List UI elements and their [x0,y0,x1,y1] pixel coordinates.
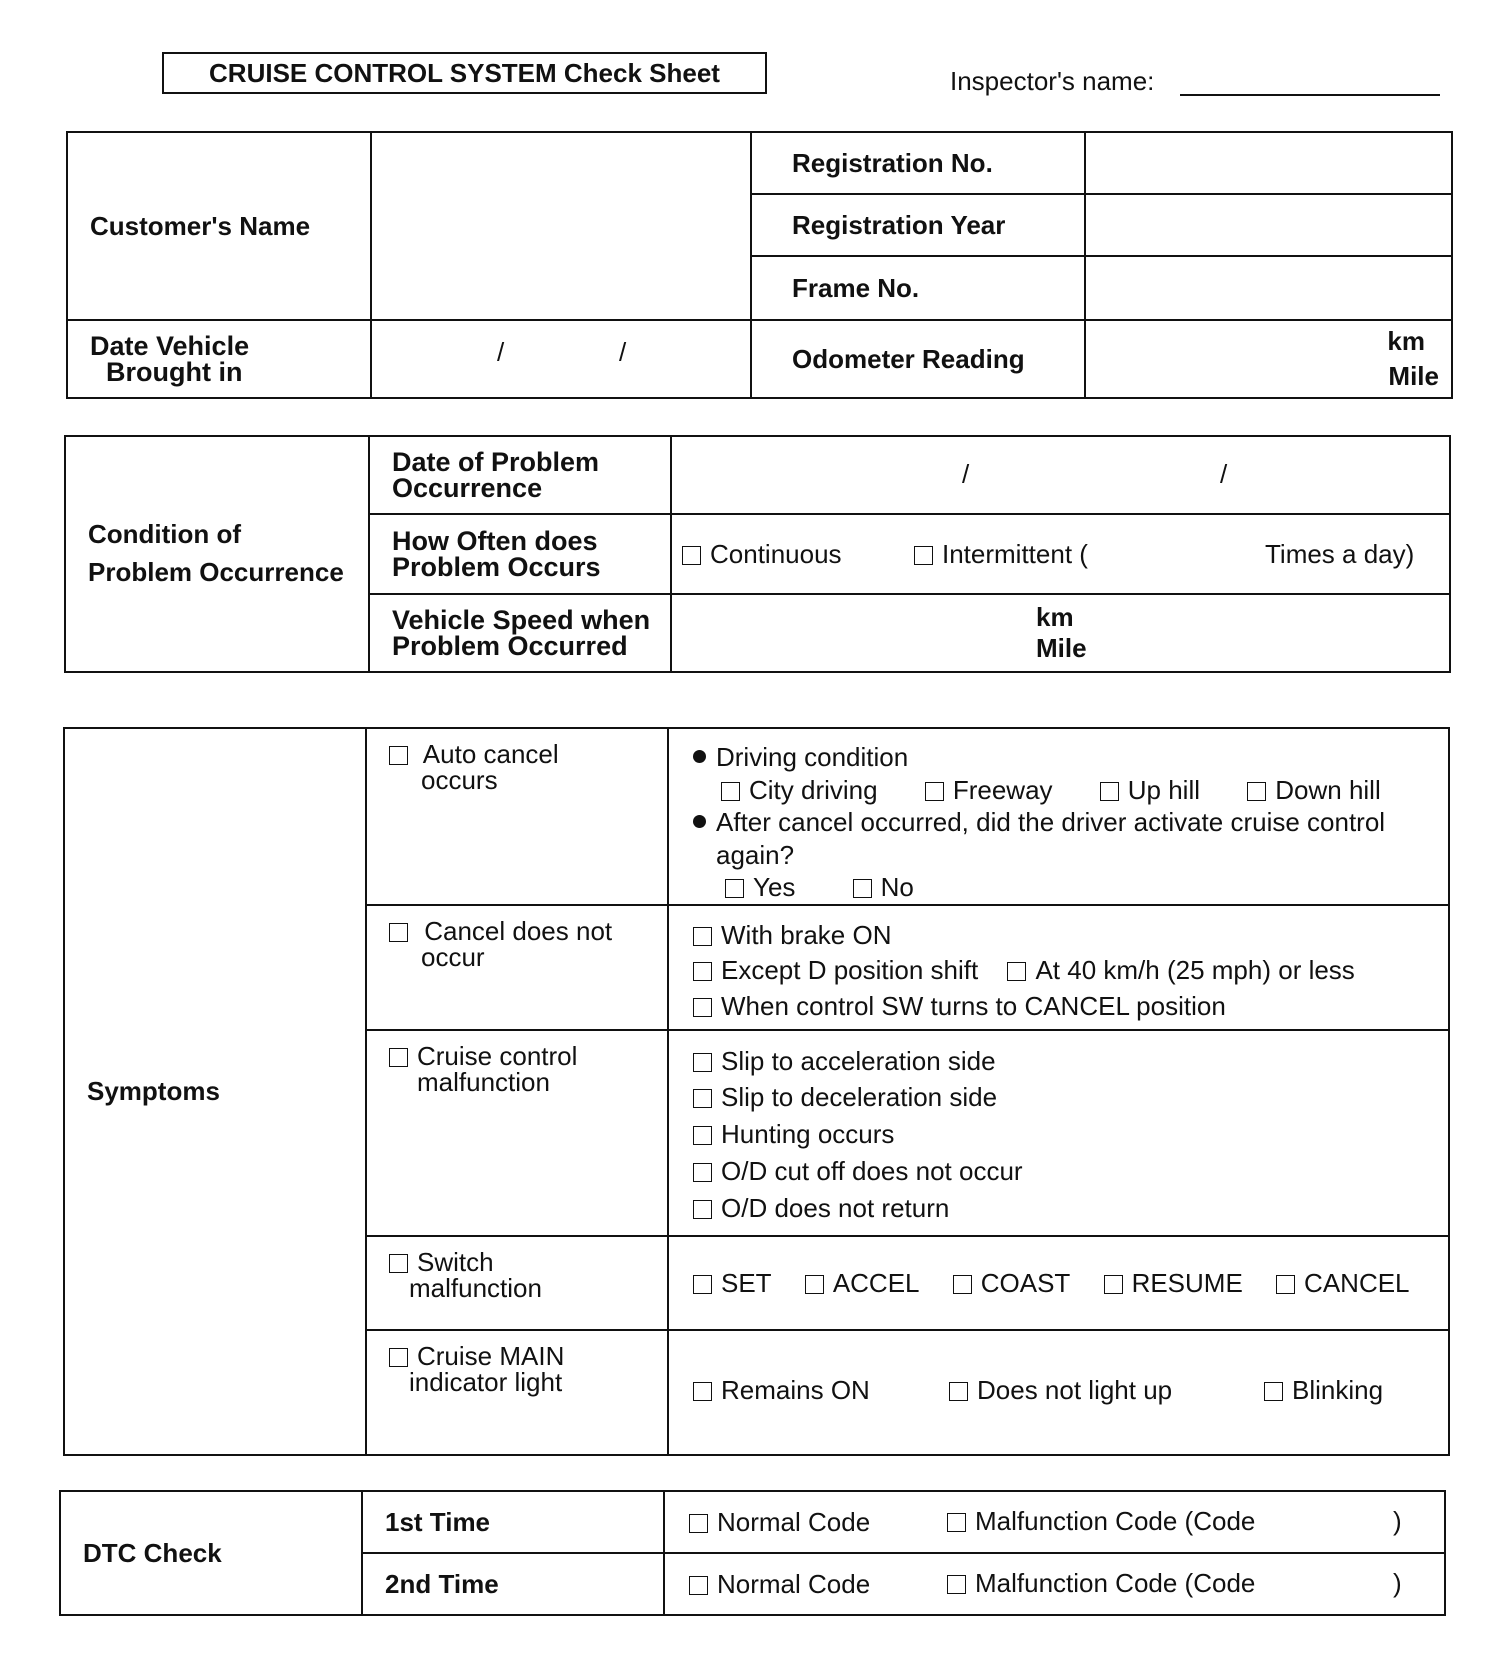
cancel-option[interactable] [1276,1268,1409,1298]
checkbox-icon[interactable] [693,1382,712,1401]
how-often-label [369,514,671,594]
switch-malfunction-option[interactable] [389,1247,494,1277]
registration-no-label: Registration No. [751,132,1085,194]
checkbox-icon[interactable] [689,1514,708,1533]
malfunction-code-label: Malfunction Code (Code [975,1568,1256,1598]
cancel-not-label-line2: occur [421,941,485,972]
remains-on-label: Remains ON [721,1374,870,1405]
malfunction-item[interactable] [693,1082,997,1112]
problem-date-label [369,436,671,514]
checkbox-icon[interactable] [389,1348,408,1367]
freeway-label: Freeway [952,774,1053,805]
normal-code-option[interactable] [689,1569,870,1599]
intermittent-label: Intermittent ( [942,539,1088,569]
checkbox-icon[interactable] [1247,782,1266,801]
coast-label: COAST [980,1267,1071,1298]
auto-cancel-label-line2: occurs [421,765,498,795]
unit-mile: Mile [1388,361,1439,391]
control-sw-label: When control SW turns to CANCEL position [721,991,1226,1022]
checkbox-icon[interactable] [389,746,408,765]
not-light-option[interactable] [949,1374,1173,1405]
main-light-label: Cruise MAIN [417,1340,565,1371]
odometer-label: Odometer Reading [751,320,1085,398]
checkbox-icon[interactable] [721,782,740,801]
checkbox-icon[interactable] [693,1200,712,1219]
malfunction-label-line2: malfunction [417,1066,550,1097]
malfunction-item[interactable] [693,1156,1023,1186]
except-d-option[interactable] [693,955,978,985]
brake-on-option[interactable] [693,920,892,950]
date-brought-label [67,320,371,398]
blinking-label: Blinking [1292,1374,1384,1405]
checkbox-icon[interactable] [1104,1275,1123,1294]
condition-table [64,435,1451,673]
date-slash: / [619,337,627,367]
customer-name-field[interactable] [371,132,751,320]
close-paren: ) [1393,1506,1402,1536]
switch-label-line2: malfunction [409,1272,542,1303]
condition-label-line1: Condition of [88,519,242,550]
checkbox-icon[interactable] [947,1513,966,1532]
checkbox-icon[interactable] [1264,1382,1283,1401]
how-often-label-line2: Problem Occurs [392,552,601,582]
vehicle-speed-label-line1: Vehicle Speed when [392,604,651,635]
vehicle-speed-label [369,594,671,672]
checkbox-icon[interactable] [693,1089,712,1108]
condition-section-label [65,436,369,672]
auto-cancel-label: Auto cancel [422,739,559,769]
bullet-icon [693,750,706,763]
malfunction-label: Cruise control [417,1040,578,1071]
malfunction-code-option[interactable] [947,1508,1255,1534]
times-a-day-label: Times a day) [1265,539,1415,569]
malfunction-item-label: Slip to deceleration side [721,1082,998,1113]
accel-option[interactable] [805,1268,920,1298]
checkbox-icon[interactable] [805,1275,824,1294]
checkbox-icon[interactable] [1007,962,1026,981]
set-option[interactable] [693,1268,772,1298]
checkbox-icon[interactable] [389,923,408,942]
date-brought-field[interactable] [371,320,751,398]
inspector-label: Inspector's name: [950,66,1155,96]
switch-cell [366,1236,668,1330]
coast-option[interactable] [953,1268,1071,1298]
malfunction-item[interactable] [693,1046,996,1076]
dtc-label: DTC Check [60,1491,362,1615]
checkbox-icon[interactable] [693,998,712,1017]
accel-label: ACCEL [832,1267,920,1298]
vehicle-speed-label-line2: Problem Occurred [392,631,628,661]
checkbox-icon[interactable] [693,1053,712,1072]
switch-details [668,1236,1449,1330]
checkbox-icon[interactable] [914,546,933,565]
condition-label-line2: Problem Occurrence [88,557,344,587]
checkbox-icon[interactable] [389,1254,408,1273]
malfunction-cell [366,1030,668,1236]
at-40-label: At 40 km/h (25 mph) or less [1035,955,1355,986]
malfunction-item-label: O/D cut off does not occur [721,1156,1023,1187]
customer-info-table [66,131,1453,399]
normal-code-label: Normal Code [717,1569,871,1599]
customer-name-label: Customer's Name [67,132,371,320]
checkbox-icon[interactable] [1100,782,1119,801]
vehicle-speed-field[interactable] [671,594,1450,672]
dtc-table [59,1490,1446,1616]
checkbox-icon[interactable] [689,1576,708,1595]
unit-km: km [1387,325,1425,356]
checkbox-icon[interactable] [389,1048,408,1067]
cancel-not-label: Cancel does not [424,915,613,946]
except-d-label: Except D position shift [721,955,979,986]
yes-option[interactable] [725,872,795,902]
continuous-label: Continuous [710,539,842,569]
intermittent-option[interactable] [914,541,1088,567]
symptoms-label: Symptoms [64,728,366,1455]
freeway-option[interactable] [925,775,1053,805]
downhill-label: Down hill [1275,774,1381,805]
checkbox-icon[interactable] [725,879,744,898]
main-light-label-line2: indicator light [409,1366,563,1397]
checkbox-icon[interactable] [1276,1275,1295,1294]
checkbox-icon[interactable] [693,927,712,946]
resume-option[interactable] [1104,1268,1243,1298]
frame-no-label: Frame No. [751,256,1085,320]
symptoms-table [63,727,1450,1456]
driving-condition-label: Driving condition [716,742,909,772]
checkbox-icon[interactable] [953,1275,972,1294]
checkbox-icon[interactable] [693,1126,712,1145]
malfunction-option[interactable] [389,1041,577,1071]
dtc-first-options [664,1491,1445,1553]
set-label: SET [721,1267,772,1298]
malfunction-details [668,1030,1449,1236]
no-label: No [880,872,914,902]
unit-km: km [1036,601,1074,632]
control-sw-option[interactable] [693,991,1226,1021]
checkbox-icon[interactable] [853,879,872,898]
malfunction-code-label: Malfunction Code (Code [975,1506,1256,1536]
date-slash: / [962,459,970,489]
brake-on-label: With brake ON [721,919,892,950]
malfunction-item-label: Slip to acceleration side [721,1045,996,1076]
checkbox-icon[interactable] [682,546,701,565]
checkbox-icon[interactable] [947,1575,966,1594]
malfunction-item-label: Hunting occurs [721,1119,895,1150]
main-light-details [668,1330,1449,1455]
frame-no-field[interactable] [1085,256,1452,320]
city-driving-label: City driving [749,774,878,805]
checkbox-icon[interactable] [925,782,944,801]
how-often-options [671,514,1450,594]
dtc-second-label: 2nd Time [362,1553,664,1615]
reactivate-question: After cancel occurred, did the driver activate cruise control [716,807,1386,837]
no-option[interactable] [853,872,914,902]
switch-label: Switch [417,1246,494,1277]
registration-year-field[interactable] [1085,194,1452,256]
date-slash: / [1220,459,1228,489]
odometer-field[interactable] [1085,320,1452,398]
how-often-label-line1: How Often does [392,525,598,556]
auto-cancel-cell [366,728,668,905]
cancel-not-details [668,905,1449,1030]
normal-code-option[interactable] [689,1507,870,1537]
checkbox-icon[interactable] [693,1163,712,1182]
dtc-first-label: 1st Time [362,1491,664,1553]
cancel-not-option[interactable] [389,916,612,946]
resume-label: RESUME [1131,1267,1243,1298]
uphill-option[interactable] [1100,775,1200,805]
date-brought-label-line1: Date Vehicle [90,330,250,361]
checkbox-icon[interactable] [693,962,712,981]
main-light-option[interactable] [389,1341,564,1371]
close-paren: ) [1393,1568,1402,1598]
cancel-label: CANCEL [1304,1267,1410,1298]
date-slash: / [497,337,505,367]
inspector-name-field[interactable] [1180,94,1440,96]
blinking-option[interactable] [1264,1374,1384,1405]
reactivate-question-line2: again? [716,839,795,870]
main-light-cell [366,1330,668,1455]
problem-date-field[interactable] [671,436,1450,514]
registration-year-label: Registration Year [751,194,1085,256]
problem-date-label-line2: Occurrence [392,473,543,503]
cancel-not-cell [366,905,668,1030]
sheet-title: CRUISE CONTROL SYSTEM Check Sheet [162,52,767,94]
normal-code-label: Normal Code [717,1507,871,1537]
malfunction-item[interactable] [693,1119,894,1149]
date-brought-label-line2: Brought in [106,357,243,387]
not-light-label: Does not light up [977,1374,1173,1405]
dtc-second-options [664,1553,1445,1615]
malfunction-item[interactable] [693,1193,949,1223]
city-driving-option[interactable] [721,775,878,805]
malfunction-item-label: O/D does not return [721,1193,950,1224]
unit-mile: Mile [1036,633,1087,663]
checkbox-icon[interactable] [693,1275,712,1294]
downhill-option[interactable] [1247,775,1381,805]
auto-cancel-details [668,728,1449,905]
bullet-icon [693,815,706,828]
malfunction-code-option[interactable] [947,1570,1255,1596]
at-40-option[interactable] [1007,955,1354,985]
yes-label: Yes [753,872,796,902]
remains-on-option[interactable] [693,1374,870,1405]
continuous-option[interactable] [682,539,842,569]
registration-no-field[interactable] [1085,132,1452,194]
problem-date-label-line1: Date of Problem [392,446,600,477]
uphill-label: Up hill [1127,774,1201,805]
checkbox-icon[interactable] [949,1382,968,1401]
